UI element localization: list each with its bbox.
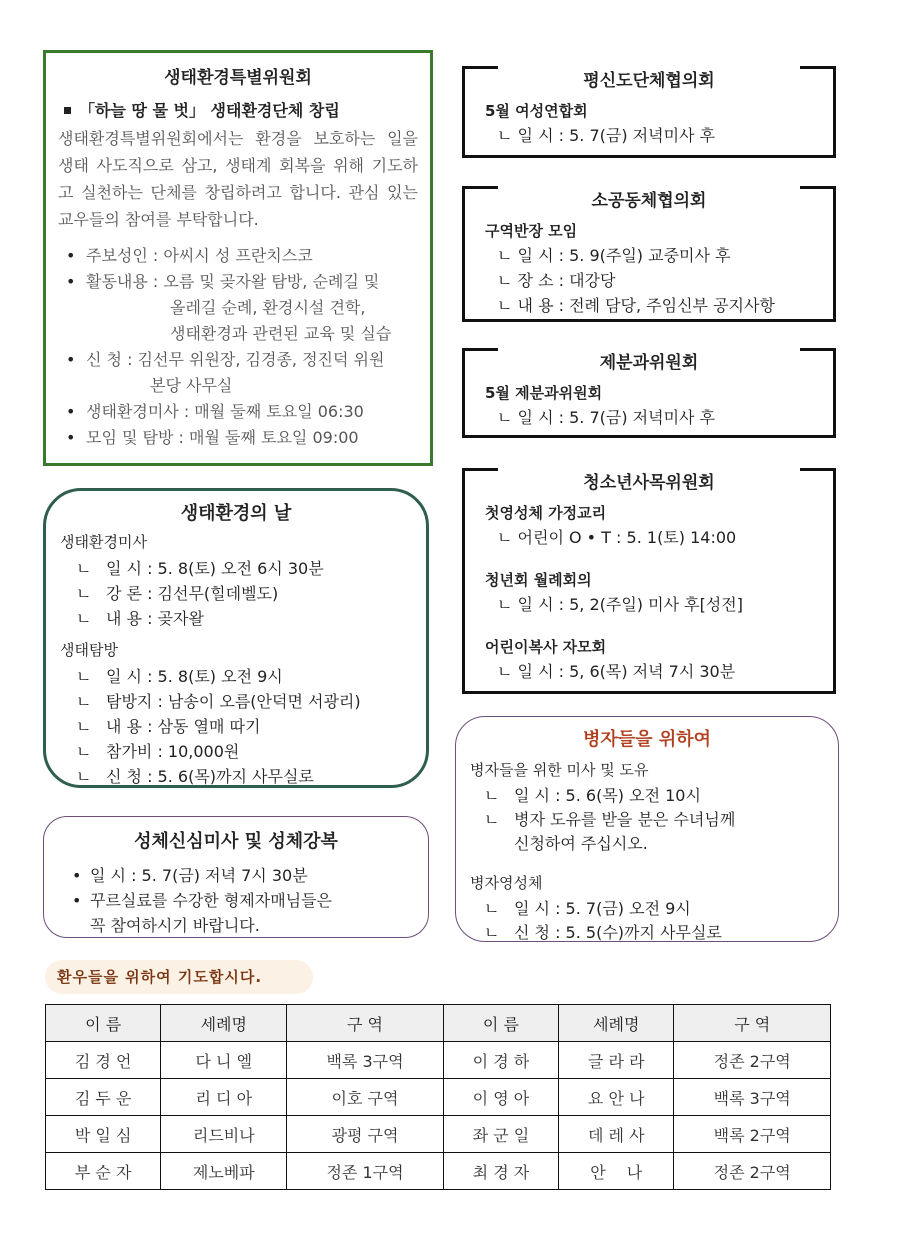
table-cell: 정존 2구역 bbox=[674, 1042, 831, 1079]
table-cell: 요 안 나 bbox=[559, 1079, 674, 1116]
small-community-box bbox=[462, 186, 836, 322]
table-cell: 정존 1구역 bbox=[287, 1153, 444, 1190]
table-cell: 이호 구역 bbox=[287, 1079, 444, 1116]
eco-subtitle-text: 「하늘 땅 물 벗」 생태환경단체 창립 bbox=[79, 101, 340, 120]
list-item bbox=[62, 863, 410, 888]
youth-ministry-box bbox=[462, 468, 836, 694]
list-item-text: 병자 도유를 받을 분은 수녀님께 bbox=[514, 810, 736, 829]
table-cell: 광평 구역 bbox=[287, 1116, 444, 1153]
list-item: ㄴ 일 시 : 5. 6(목) 오전 10시 bbox=[484, 786, 701, 805]
table-row bbox=[46, 1042, 831, 1079]
table-cell: 김 경 언 bbox=[46, 1042, 161, 1079]
list-item-continuation: 생태환경과 관련된 교육 및 실습 bbox=[170, 324, 392, 343]
list-item: ㄴ 어린이 O • T : 5. 1(토) 14:00 bbox=[497, 528, 737, 547]
bullet-icon: • bbox=[66, 350, 76, 369]
list-item: ㄴ 일 시 : 5. 7(금) 오전 9시 bbox=[484, 899, 691, 918]
bullet-icon: • bbox=[66, 246, 76, 265]
sick-heading: 병자들을 위한 미사 및 도유 bbox=[470, 761, 649, 779]
list-item: ㄴ 일 시 : 5. 8(토) 오전 9시 bbox=[76, 667, 283, 686]
table-cell: 부 순 자 bbox=[46, 1153, 161, 1190]
table-row bbox=[46, 1153, 831, 1190]
table-cell: 이 영 아 bbox=[443, 1079, 558, 1116]
corpus-christi-title: 성체신심미사 및 성체강복 bbox=[134, 831, 338, 852]
table-header: 세례명 bbox=[161, 1005, 287, 1042]
table-cell: 데 레 사 bbox=[559, 1116, 674, 1153]
table-cell: 제노베파 bbox=[161, 1153, 287, 1190]
list-item bbox=[58, 269, 418, 347]
list-item: ㄴ 일 시 : 5. 8(토) 오전 6시 30분 bbox=[76, 559, 324, 578]
list-item-text: 참가비 : 10,000원 bbox=[106, 742, 240, 761]
list-item: ㄴ 신 청 : 5. 6(목)까지 사무실로 bbox=[76, 767, 314, 786]
list-item-text: 모임 및 탐방 : 매월 둘째 토요일 09:00 bbox=[86, 428, 359, 447]
list-item-text: 일 시 : 5. 8(토) 오전 9시 bbox=[106, 667, 283, 686]
list-item-text: 일 시 : 5. 7(금) 오전 9시 bbox=[514, 899, 691, 918]
table-cell: 리 디 아 bbox=[161, 1079, 287, 1116]
list-item: ㄴ 신 청 : 5. 5(수)까지 사무실로 bbox=[484, 923, 722, 942]
list-item: ㄴ 장 소 : 대강당 bbox=[497, 271, 616, 290]
table-row bbox=[46, 1079, 831, 1116]
list-item-text: 일 시 : 5. 8(토) 오전 6시 30분 bbox=[106, 559, 324, 578]
small-community-title: 소공동체협의회 bbox=[591, 191, 707, 211]
list-item-text: 꾸르실료를 수강한 형제자매님들은 bbox=[90, 891, 333, 910]
youth-heading: 어린이복사 자모회 bbox=[485, 638, 607, 656]
prayer-table bbox=[45, 1004, 831, 1190]
table-cell: 정존 2구역 bbox=[674, 1153, 831, 1190]
bullet-icon: • bbox=[66, 272, 76, 291]
eco-mass-heading: 생태환경미사 bbox=[60, 533, 147, 551]
list-item bbox=[58, 425, 418, 451]
eco-tour-heading: 생태탐방 bbox=[60, 641, 118, 659]
list-item-text: 강 론 : 김선무(힐데벨도) bbox=[106, 584, 279, 603]
table-cell: 김 두 운 bbox=[46, 1079, 161, 1116]
list-item-text: 신 청 : 5. 5(수)까지 사무실로 bbox=[514, 923, 722, 942]
table-row bbox=[46, 1116, 831, 1153]
eco-committee-description: 생태환경특별위원회에서는 환경을 보호하는 일을 생태 사도직으로 삼고, 생태계 회복을 위해 기도하고 실천하는 단체를 창립하려고 합니다. 관심 있는 교우들의 참여를 부탁합니다. bbox=[58, 129, 418, 229]
table-cell: 백록 2구역 bbox=[674, 1116, 831, 1153]
table-cell: 다 니 엘 bbox=[161, 1042, 287, 1079]
lay-council-heading: 5월 여성연합회 bbox=[485, 102, 588, 120]
list-item-text: 내 용 : 곶자왈 bbox=[106, 609, 204, 628]
eco-committee-subtitle bbox=[58, 98, 418, 121]
table-cell: 좌 군 일 bbox=[443, 1116, 558, 1153]
list-item bbox=[62, 888, 410, 938]
bullet-icon: • bbox=[66, 428, 76, 447]
list-item: ㄴ 일 시 : 5. 7(금) 저녁미사 후 bbox=[497, 408, 716, 427]
list-item-continuation: 신청하여 주십시오. bbox=[514, 834, 648, 853]
list-item-text: 주보성인 : 아씨시 성 프란치스코 bbox=[86, 246, 313, 265]
table-header: 세례명 bbox=[559, 1005, 674, 1042]
sick-title: 병자들을 위하여 bbox=[583, 729, 711, 750]
list-item: ㄴ 참가비 : 10,000원 bbox=[76, 742, 240, 761]
eco-committee-list bbox=[58, 243, 418, 451]
list-item: ㄴ 내 용 : 전례 담당, 주임신부 공지사항 bbox=[497, 296, 775, 315]
table-cell: 이 경 하 bbox=[443, 1042, 558, 1079]
table-header: 이 름 bbox=[46, 1005, 161, 1042]
list-item-continuation: 꼭 참여하시기 바랍니다. bbox=[90, 916, 260, 935]
bullet-icon: • bbox=[72, 866, 82, 885]
subcommittee-box bbox=[462, 348, 836, 438]
bullet-icon: • bbox=[66, 402, 76, 421]
bullet-icon: • bbox=[72, 891, 82, 910]
corpus-christi-box bbox=[43, 816, 429, 938]
table-cell: 박 일 심 bbox=[46, 1116, 161, 1153]
table-cell: 백록 3구역 bbox=[287, 1042, 444, 1079]
lay-council-title: 평신도단체협의회 bbox=[583, 71, 715, 91]
youth-heading: 청년회 월례회의 bbox=[485, 571, 592, 589]
table-header: 이 름 bbox=[443, 1005, 558, 1042]
list-item-text: 일 시 : 5. 6(목) 오전 10시 bbox=[514, 786, 701, 805]
list-item: ㄴ 일 시 : 5, 2(주일) 미사 후[성전] bbox=[497, 595, 743, 614]
list-item: ㄴ 일 시 : 5. 9(주일) 교중미사 후 bbox=[497, 246, 731, 265]
list-item-text: 생태환경미사 : 매월 둘째 토요일 06:30 bbox=[86, 402, 364, 421]
list-item-continuation: 본당 사무실 bbox=[150, 376, 233, 395]
list-item: ㄴ 강 론 : 김선무(힐데벨도) bbox=[76, 584, 279, 603]
list-item: ㄴ 내 용 : 삼동 열매 따기 bbox=[76, 717, 261, 736]
eco-day-box bbox=[43, 488, 429, 788]
sick-heading: 병자영성체 bbox=[470, 874, 543, 892]
table-cell: 최 경 자 bbox=[443, 1153, 558, 1190]
square-bullet-icon bbox=[64, 107, 71, 114]
table-cell: 백록 3구역 bbox=[674, 1079, 831, 1116]
list-item-text: 내 용 : 삼동 열매 따기 bbox=[106, 717, 261, 736]
subcommittee-title: 제분과위원회 bbox=[599, 353, 699, 373]
youth-heading: 첫영성체 가정교리 bbox=[485, 504, 607, 522]
list-item-text: 신 청 : 5. 6(목)까지 사무실로 bbox=[106, 767, 314, 786]
table-cell: 글 라 라 bbox=[559, 1042, 674, 1079]
eco-committee-title: 생태환경특별위원회 bbox=[164, 68, 312, 88]
table-cell: 안 나 bbox=[559, 1153, 674, 1190]
sick-box bbox=[455, 716, 839, 942]
subcommittee-heading: 5월 제분과위원회 bbox=[485, 384, 603, 402]
table-header: 구 역 bbox=[287, 1005, 444, 1042]
list-item bbox=[58, 243, 418, 269]
list-item-text: 일 시 : 5. 7(금) 저녁 7시 30분 bbox=[90, 866, 308, 885]
list-item bbox=[58, 347, 418, 399]
list-item: ㄴ 일 시 : 5, 6(목) 저녁 7시 30분 bbox=[497, 662, 736, 681]
eco-committee-box bbox=[43, 50, 433, 466]
youth-ministry-title: 청소년사목위원회 bbox=[583, 473, 715, 493]
list-item: ㄴ 일 시 : 5. 7(금) 저녁미사 후 bbox=[497, 126, 716, 145]
small-community-heading: 구역반장 모임 bbox=[485, 222, 578, 240]
table-header: 구 역 bbox=[674, 1005, 831, 1042]
eco-day-title: 생태환경의 날 bbox=[180, 503, 292, 524]
list-item bbox=[58, 399, 418, 425]
list-item: ㄴ 내 용 : 곶자왈 bbox=[76, 609, 204, 628]
table-header-row bbox=[46, 1005, 831, 1042]
list-item-text: 탐방지 : 남송이 오름(안덕면 서광리) bbox=[106, 692, 361, 711]
list-item-continuation: 올레길 순례, 환경시설 견학, bbox=[170, 298, 366, 317]
table-cell: 리드비나 bbox=[161, 1116, 287, 1153]
list-item-text: 활동내용 : 오름 및 곶자왈 탐방, 순례길 및 bbox=[86, 272, 380, 291]
lay-council-box bbox=[462, 66, 836, 158]
prayer-label: 환우들을 위하여 기도합시다. bbox=[45, 960, 313, 994]
list-item: ㄴ 병자 도유를 받을 분은 수녀님께 bbox=[484, 810, 736, 829]
list-item-text: 신 청 : 김선무 위원장, 김경종, 정진덕 위원 bbox=[86, 350, 385, 369]
list-item: ㄴ 탐방지 : 남송이 오름(안덕면 서광리) bbox=[76, 692, 361, 711]
